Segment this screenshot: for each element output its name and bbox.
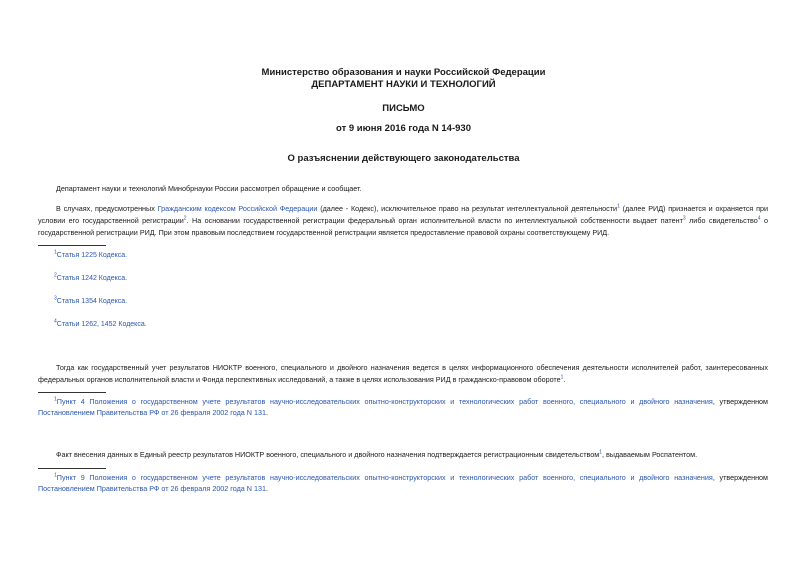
- text: . На основании государственной регистрации федеральный орган исполнительной власти по интеллектуальной собственности выдает патент: [186, 216, 683, 225]
- government-decree-link[interactable]: Постановлением Правительства РФ от 26 февраля 2002 года N 131: [38, 484, 266, 493]
- footnote-mark: 1: [54, 472, 57, 479]
- footnote-item: [54, 273, 127, 284]
- text: .: [265, 484, 268, 493]
- ministry-title: Министерство образования и науки Российской Федерации: [261, 67, 546, 78]
- text: , выдаваемым Роспатентом.: [602, 450, 698, 459]
- text: либо свидетельство: [685, 216, 758, 225]
- footnote-mark: 1: [54, 249, 57, 256]
- text: Факт внесения данных в Единый реестр результатов НИОКТР военного, специального и двойного назначения подтверждается регистрационным свидетельством: [56, 450, 600, 459]
- footnote-item: [38, 472, 768, 494]
- footnote-mark: 3: [54, 295, 57, 302]
- footnote-ref[interactable]: 2: [183, 215, 187, 222]
- doc-type: ПИСЬМО: [382, 103, 425, 114]
- footnote-item: [54, 296, 127, 307]
- footnote-item: [38, 396, 768, 418]
- text: Тогда как государственный учет результатов НИОКТР военного, специального и двойного назначения ведется в целях информационного обеспечения деятельности исполнителей работ, заинтересованных федеральных органов исполнительной власти и Фонда перспективных исследований, а также в целях использования РИД в гражданско-правовом обороте: [38, 363, 768, 384]
- footnote-ref[interactable]: 1: [560, 374, 564, 381]
- footnote-link[interactable]: Статья 1354 Кодекса.: [56, 298, 128, 305]
- footnote-item: [54, 319, 147, 330]
- text: (далее РИД) признается и охраняется при условии его государственной регистрации: [38, 204, 769, 225]
- doc-date-number: от 9 июня 2016 года N 14-930: [336, 123, 471, 134]
- footnote-separator: [38, 392, 106, 393]
- footnote-link[interactable]: Статья 1225 Кодекса.: [56, 252, 128, 259]
- regulation-link[interactable]: Пункт 4 Положения о государственном учете результатов научно-исследовательских опытно-конструкторских и технологических работ военного, специального и двойного назначения: [56, 397, 713, 406]
- government-decree-link[interactable]: Постановлением Правительства РФ от 26 февраля 2002 года N 131: [38, 408, 266, 417]
- footnote-link[interactable]: Статья 1242 Кодекса.: [56, 275, 128, 282]
- footnote-link[interactable]: Статьи 1262, 1452 Кодекса.: [56, 321, 147, 328]
- text: .: [563, 375, 566, 384]
- text: о государственной регистрации РИД. При этом правовым последствием государственной регистрации является предоставление правовой охраны соответствующему РИД.: [38, 216, 768, 237]
- text: (далее - Кодекс), исключительное право на результат интеллектуальной деятельности: [317, 204, 618, 213]
- footnote-ref[interactable]: 4: [757, 215, 761, 222]
- text: , утвержденном: [712, 473, 768, 482]
- footnote-item: [54, 250, 127, 261]
- text: , утвержденном: [712, 397, 768, 406]
- footnote-separator: [38, 245, 106, 246]
- text: .: [265, 408, 268, 417]
- regulation-link[interactable]: Пункт 9 Положения о государственном учете результатов научно-исследовательских опытно-конструкторских и технологических работ военного, специального и двойного назначения: [56, 473, 713, 482]
- paragraph-registration: [38, 203, 768, 239]
- footnote-mark: 4: [54, 318, 57, 325]
- text: В случаях, предусмотренных: [56, 204, 158, 213]
- department-title: ДЕПАРТАМЕНТ НАУКИ И ТЕХНОЛОГИЙ: [311, 79, 496, 90]
- footnote-ref[interactable]: 1: [599, 449, 602, 456]
- footnote-separator: [38, 468, 106, 469]
- doc-subject: О разъяснении действующего законодательства: [287, 153, 520, 164]
- paragraph-registry: [38, 449, 768, 461]
- paragraph-intro-text: Департамент науки и технологий Минобрнауки России рассмотрел обращение и сообщает.: [56, 184, 362, 193]
- footnote-ref[interactable]: 3: [682, 215, 686, 222]
- civil-code-link[interactable]: Гражданским кодексом Российской Федерации: [157, 204, 318, 213]
- footnote-mark: 1: [54, 396, 57, 403]
- footnote-mark: 2: [54, 272, 57, 279]
- paragraph-accounting: [38, 362, 768, 386]
- footnote-ref[interactable]: 1: [617, 203, 620, 210]
- paragraph-intro: [38, 183, 768, 195]
